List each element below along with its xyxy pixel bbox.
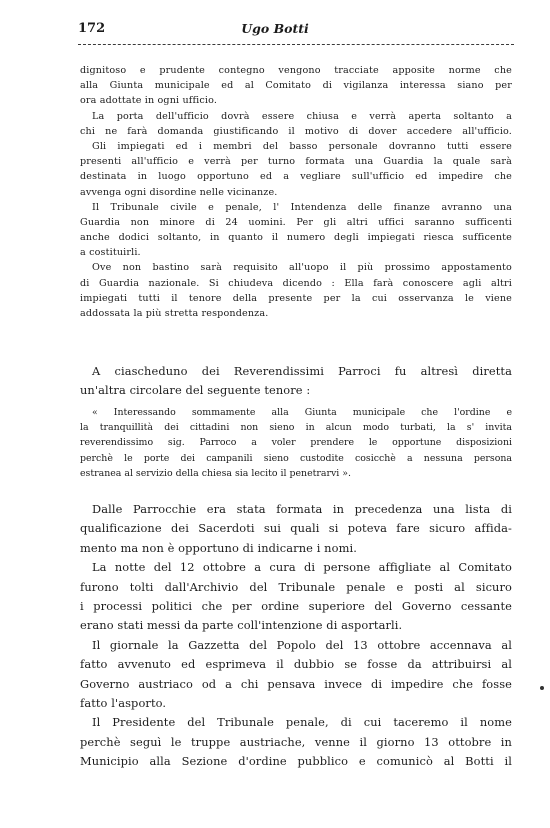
quoted-circular: [80, 405, 512, 481]
paragraph-block-2: [80, 362, 512, 401]
text-line: La porta dell'ufficio dovrà essere chiusa e verrà aperta soltanto a: [92, 110, 512, 122]
text-line: avvenga ogni disordine nelle vicinanze.: [80, 186, 278, 198]
text-line: fatto l'asporto.: [80, 695, 167, 710]
text-line: a costituirli.: [80, 247, 141, 259]
text-line: perchè seguì le truppe austriache, venne il giorno 13 ottobre in: [80, 734, 512, 749]
text-line: Municipio alla Sezione d'ordine pubblico e comunicò al Botti il: [80, 754, 512, 769]
text-line: Il Tribunale civile e penale, l' Intendenza delle finanze avranno una: [92, 201, 512, 213]
running-title: Ugo Botti: [241, 21, 309, 36]
text-line: fatto avvenuto ed esprimeva il dubbio se fosse da attribuirsi al: [80, 657, 512, 672]
text-line: erano stati messi da parte coll'intenzione di asportarli.: [80, 618, 403, 633]
text-line: la tranquillità dei cittadini non sieno in alcun modo turbati, la s' invita: [80, 422, 512, 434]
text-line: i processi politici che per ordine superiore del Governo cessante: [80, 598, 512, 613]
text-line: « Interessando sommamente alla Giunta municipale che l'ordine e: [92, 407, 512, 418]
text-line: un'altra circolare del seguente tenore :: [80, 383, 311, 398]
text-line: destinata in luogo opportuno ed a vegliare sull'ufficio ed impedire che: [80, 171, 512, 183]
text-line: chi ne farà domanda giustificando il motivo di dover accedere all'ufficio.: [80, 125, 512, 137]
text-line: Guardia non minore di 24 uomini. Per gli altri uffici saranno sufficenti: [80, 216, 512, 228]
text-line: estranea al servizio della chiesa sia lecito il penetrarvi ».: [80, 467, 351, 479]
text-line: mento ma non è opportuno di indicarne i nomi.: [80, 540, 357, 555]
text-line: qualificazione dei Sacerdoti sui quali si poteva fare sicuro affida-: [80, 521, 512, 536]
text-line: di Guardia nazionale. Si chiudeva dicendo : Ella farà conoscere agli altri: [80, 277, 512, 289]
ink-speck: [540, 686, 544, 690]
paragraph-block-3: [80, 500, 512, 771]
text-line: reverendissimo sig. Parroco a voler prendere le opportune disposizioni: [80, 437, 512, 449]
text-line: presenti all'ufficio e verrà per turno formata una Guardia la quale sarà: [80, 156, 512, 168]
text-line: Dalle Parrocchie era stata formata in precedenza una lista di: [92, 502, 512, 516]
text-line: perchè le porte dei campanili sieno custodite cosicchè a nessuna persona: [80, 452, 512, 464]
page-number: 172: [78, 21, 106, 36]
paragraph-block-1: [80, 63, 512, 321]
text-line: addossata la più stretta respondenza.: [80, 308, 269, 319]
text-line: ora adottate in ogni ufficio.: [80, 95, 218, 107]
text-line: Gli impiegati ed i membri del basso personale dovranno tutti essere: [92, 140, 512, 152]
text-line: A ciascheduno dei Reverendissimi Parroci fu altresì diretta: [92, 364, 512, 378]
text-line: anche dodici soltanto, in quanto il numero degli impiegati riesca sufficente: [80, 232, 512, 244]
header-rule: [78, 44, 514, 45]
text-line: Governo austriaco od a chi pensava invece di impedire che fosse: [80, 676, 512, 691]
text-line: alla Giunta municipale ed al Comitato di vigilanza interessa siano per: [80, 80, 512, 92]
text-line: furono tolti dall'Archivio del Tribunale penale e posti al sicuro: [80, 579, 512, 594]
text-line: impiegati tutti il tenore della presente per la cui osservanza le viene: [80, 292, 512, 304]
text-line: dignitoso e prudente contegno vengono tracciate apposite norme che: [80, 65, 512, 76]
text-line: Ove non bastino sarà requisito all'uopo il più prossimo appostamento: [92, 262, 512, 274]
text-line: Il Presidente del Tribunale penale, di cui taceremo il nome: [92, 715, 512, 730]
text-line: Il giornale la Gazzetta del Popolo del 13 ottobre accennava al: [92, 637, 512, 652]
text-line: La notte del 12 ottobre a cura di persone affigliate al Comitato: [92, 560, 512, 575]
